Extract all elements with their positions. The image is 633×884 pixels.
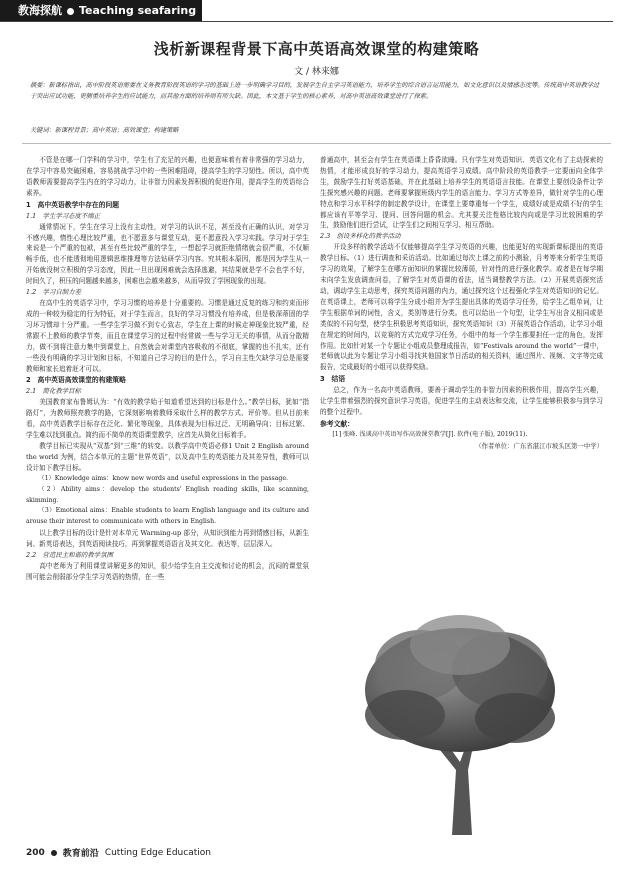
tree-icon bbox=[360, 610, 560, 835]
subsection-heading: 1.2 学习自制力差 bbox=[26, 288, 81, 297]
abstract-divider bbox=[22, 143, 611, 144]
article-title: 浅析新课程背景下高中英语高效课堂的构建策略 bbox=[153, 40, 480, 58]
body-paragraph: （3）Emotional aims：Enable students to learn English language and its culture and arouse their interest to communicate with others in English. bbox=[26, 507, 309, 526]
section-heading: 2 高中英语高效课堂的构建策略 bbox=[26, 376, 126, 385]
page-number: 200 bbox=[26, 847, 45, 858]
body-paragraph: 开设多样的教学活动不仅能够提高学生学习英语的兴趣，也能更好的实现新课标提出的英语教学目标。（1）进行调查和采访活动。比如通过每次上课之前的小测验，月考等来分析学生英语学习的效果，了解学生在哪方面知识的掌握比较薄弱，针对性的进行强化教学。或者是在每学期末向学生发放调查问卷，了解学生对英语课的看法，适当调整教学方法。（2）开展英语探究活动，调动学生主动思考，探究英语问题的内力，通过探究这个过程强化学生对英语知识的记忆。在英语课上，老师可以将学生分成小组并为学生提出具体的英语学习任务，给学生乙组单词，让学生根据单词的词性，含义，类别等进行分类。也可以给出一个句型，让学生写出含义相同或是类似的不同句型，使学生积极思考英语知识，探究英语知识（3）开展英语合作活动，让学习小组在规定的时间内，以竞赛的方式完成学习任务，小组中的每一个学生都要担任一定的角色，发挥作用。比如针对某一个专题让小组成员整理成报告，如“Festivals around the world”一课中，老师就以此为专题让学习小组寻找其他国家节日活动的相关资料，通过图片、视频、文字等完成报告，完成最好的小组可以获得奖励。 bbox=[320, 243, 603, 372]
body-paragraph: 美国教育家布鲁姆认为：“有效的教学始于知道希望达到的目标是什么。”教学目标，犹如“指路灯”，为教师照亮教学的路，它深刻影响着教师采取什么样的教学方式、评价等。但从目前来看，高中英语教学目标存在泛化、繁化等现象，具体表现为目标过泛、无明确导向；目标过繁、学生难以找到重点。简约而不简单的英语课堂教学，应首先从简化目标着手。 bbox=[26, 398, 309, 440]
body-paragraph: 不管是在哪一门学科的学习中，学生有了充足的兴趣，也便意味着有着非常强的学习动力，在学习中容易突破困难，容易挑战学习中的一些困难阻碍，提高学生的学习韧性。所以，高中英语教师需要提高学生内在的学习动力，让非智力因素发挥积极的促进作用，提高学生的英语综合素养。 bbox=[26, 156, 309, 197]
article-keywords: 关键词：新课程背景；高中英语；高效课堂；构建策略 bbox=[30, 127, 179, 134]
section-banner bbox=[0, 0, 202, 22]
body-paragraph: 普通高中，甚至会有学生在英语课上昏昏欲睡。只有学生对英语知识、英语文化有了主动探索的热情，才能形成良好的学习动力，提高英语学习成绩。高中阶段的英语教学一定要面向全体学生，鼓励学生打好英语基础，并在此基础上培养学生的英语语言技能。在课堂上要创设条件让学生探究感兴趣的问题。老师要掌握班级内学生的语言能力、学习方式等差异，做针对学生的心理特点和学习水平科学的制定教学设计，在课堂上要尊重每一个学生，成绩好或是成绩不好的学生都应该有平等学习、提问、回答问题的机会。尤其要关注性格比较内向或是学习比较困难的学生，鼓励他们进行尝试，让学生们之间相互学习、相互帮助。 bbox=[320, 156, 603, 230]
section-heading: 1 高中英语教学中存在的问题 bbox=[26, 200, 120, 209]
body-paragraph: 在高中生的英语学习中，学习习惯的培养是十分重要的。习惯是通过反复的练习和约束而形成的一种较为稳定的行为特征，对于学生而言，良好的学习习惯没有培养成，但是极深蒂固的学习坏习惯却十分严重。一些学生学习做不到专心致志，学生在上课的时候走神现象比较严重，经常跟不上教师的教学节奏，而且在课堂学习的过程中经常做一些与学习无关的事情，从而分散精力，做不到将注意力集中到课堂上，自然就会对课堂内容吸收的不彻底，掌握的也不扎实，还有一些没有明确的学习计划和目标，不知道自己学习的目的是什么，学习自主性欠缺学习总是需要教师和家长追着赶才可以。 bbox=[26, 299, 309, 373]
journal-name-en: Cutting Edge Education bbox=[104, 847, 211, 858]
right-column bbox=[320, 155, 603, 452]
journal-name-cn: 教育前沿 bbox=[62, 849, 99, 859]
bullet-icon bbox=[51, 850, 57, 856]
page-header bbox=[0, 0, 633, 22]
subsection-heading: 2.2 营造民主和谐的教学氛围 bbox=[26, 551, 113, 560]
reference-item: [1] 张峰. 浅谈高中英语写作高效课堂教学[J]. 软件(电子版), 2019(11). bbox=[332, 430, 528, 438]
header-rule bbox=[0, 21, 613, 22]
subsection-heading: 2.3 创设多样化的教学活动 bbox=[320, 232, 401, 241]
subsection-heading: 2.1 简化教学目标 bbox=[26, 387, 81, 396]
body-paragraph: 总之，作为一名高中英语教师，要善于调动学生的非智力因素的积极作用，提高学生兴趣，让学生带着强烈的探究意识学习英语，促进学生的主动表达和交流，让学生能够积极参与到学习的整个过程中。 bbox=[320, 386, 603, 417]
body-paragraph: （1）Knowledge aims：know new words and useful expressions in the passage. bbox=[38, 474, 289, 482]
article-abstract: 摘要：新课标指出，高中阶段英语需要在义务教育阶段英语的学习的基础上进一步明确学习目的，发展学生自主学习英语能力，培养学生的综合语言运用能力，如文化意识以及情感态度等。传统高中英语教学过于突出应试功能，更侧重培养学生的应试能力，而其他方面的培养则有所欠缺。因此，本文基于学生的核心素养，对高中英语高效课堂进行了探索。 bbox=[30, 82, 600, 100]
bullet-icon bbox=[67, 8, 74, 15]
page-footer bbox=[26, 846, 211, 859]
section-title-cn: 教海探航 bbox=[18, 4, 62, 17]
section-heading: 3 结语 bbox=[320, 375, 346, 384]
left-column bbox=[26, 155, 309, 583]
subsection-heading: 1.1 学生学习态度不端正 bbox=[26, 211, 101, 220]
body-paragraph: （2）Ability aims：develop the students' English reading skills, like scanning, skimming. bbox=[26, 485, 309, 504]
body-paragraph: 以上教学目标的设计是针对本单元 Warming-up 部分，从知识到能力再到情感目标，从新生词、新英语表达，到英语阅读技巧，再到掌握英语语言及其文化、表达等，层层深入。 bbox=[26, 529, 309, 549]
body-paragraph: 高中老师为了利用课堂讲解更多的知识，很少给学生自主交流和讨论的机会，沉闷的课堂氛围可能会削弱部分学生学习英语的热情，在一些 bbox=[26, 562, 309, 581]
article-author: 文 / 林来娜 bbox=[294, 67, 339, 77]
section-heading: 参考文献： bbox=[320, 419, 354, 428]
body-paragraph: 教学目标已实现从“双基”到“三维”的转变。以教学高中英语必修1 Unit 2 English around the world 为例，结合本单元的主题“世界英语”，以及高中生的英语能力及其差异性，教师可以设计如下教学目标。 bbox=[26, 442, 309, 472]
section-title-en: Teaching seafaring bbox=[79, 4, 197, 17]
body-paragraph: 通常情况下，学生在学习上没有主动性，对学习的认识不足，甚至没有正确的认识，对学习不感兴趣，惰性心理比较严重，也不愿意多与课堂互动，更不愿意投入学习实践。学习对于学生来说是一个严重的包袱，甚至有些比较严重的学生，一想起学习就拒绝情绪就会很严重，不仅顺畅手低，也不能透彻地用逻辑思维推理等方法钻研学习内容。究其根本原因，都是因为学生从一开始就没树立积极的学习态度，因此一旦出现困难就会选择逃避，其结果就是学不会也学不好，时间久了，积压的问题越来越多，困难也会越来越多，从而导致了学困现象的出现。 bbox=[26, 222, 309, 286]
author-affiliation: （作者单位：广东省湛江市坡头区第一中学） bbox=[475, 441, 603, 450]
